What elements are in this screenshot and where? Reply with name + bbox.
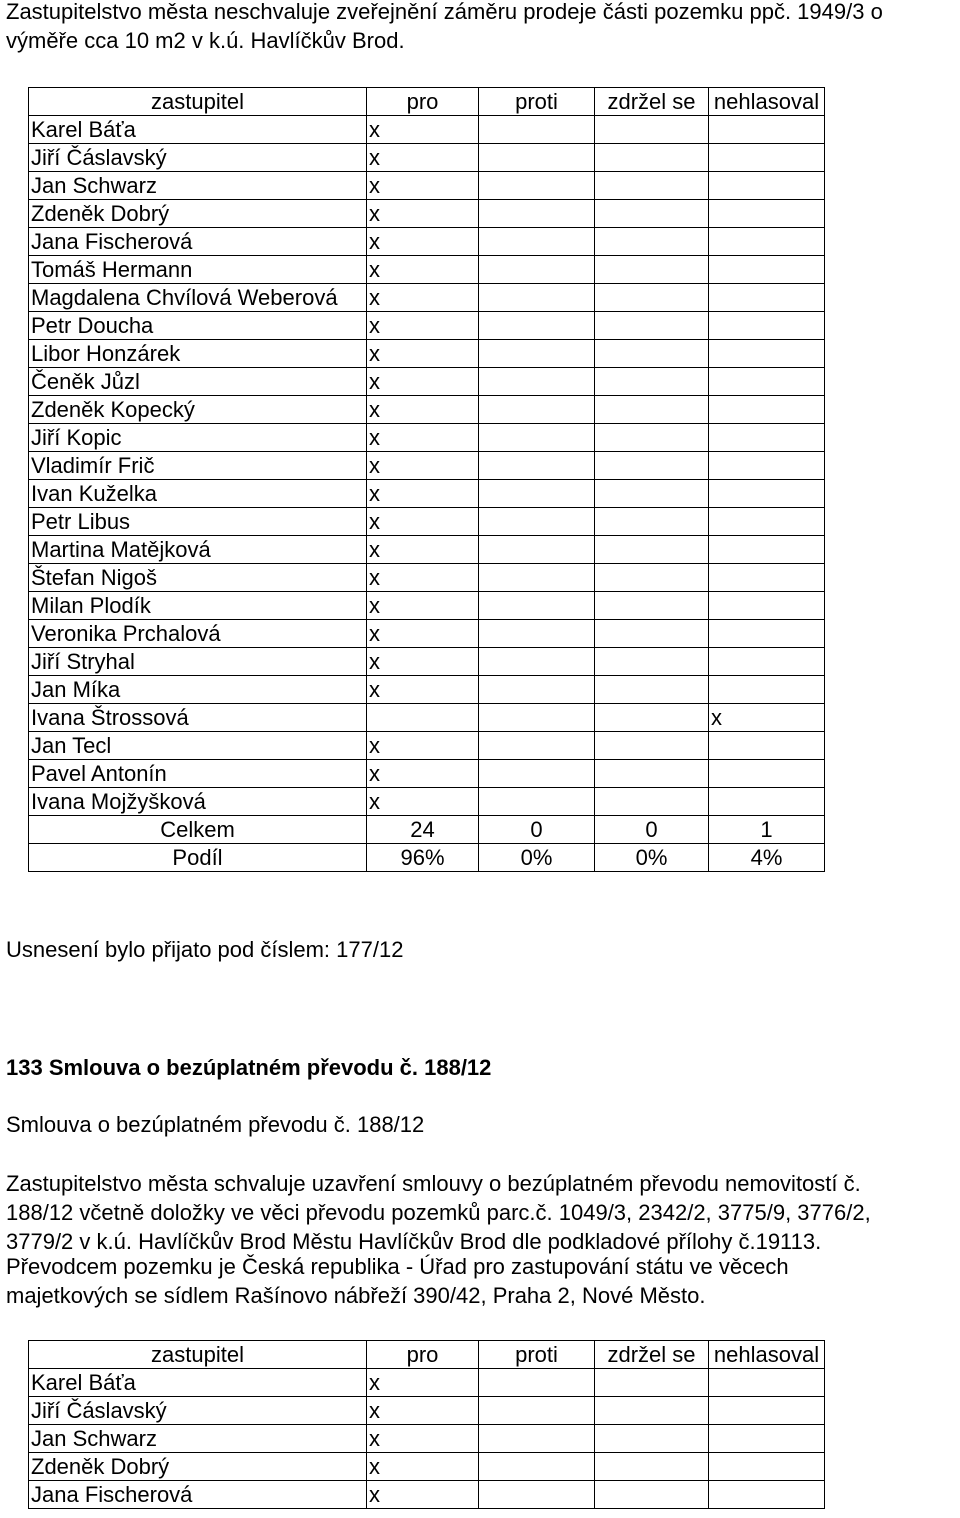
vote-proti-cell: [479, 1369, 595, 1397]
vote-zdrzel-cell: [595, 368, 709, 396]
share-pro-value: 96%: [367, 844, 479, 872]
vote-nehlasoval-cell: [709, 200, 825, 228]
vote-proti-cell: [479, 312, 595, 340]
vote-zdrzel-cell: [595, 116, 709, 144]
table-row: [29, 648, 825, 676]
vote-nehlasoval-cell: [709, 284, 825, 312]
vote-nehlasoval-cell: [709, 256, 825, 284]
vote-pro-cell: x: [367, 256, 479, 284]
column-header: pro: [367, 1341, 479, 1369]
vote-zdrzel-cell: [595, 732, 709, 760]
share-nehlasoval-value: 4%: [709, 844, 825, 872]
vote-pro-cell: x: [367, 452, 479, 480]
vote-nehlasoval-cell: [709, 144, 825, 172]
vote-nehlasoval-cell: [709, 424, 825, 452]
vote-proti-cell: [479, 368, 595, 396]
vote-zdrzel-cell: [595, 340, 709, 368]
share-proti-value: 0%: [479, 844, 595, 872]
councillor-name: Martina Matějková: [29, 536, 367, 564]
councillor-name: Karel Báťa: [29, 1369, 367, 1397]
column-header: zdržel se: [595, 1341, 709, 1369]
table-row: [29, 116, 825, 144]
vote-proti-cell: [479, 1481, 595, 1509]
vote-proti-cell: [479, 452, 595, 480]
vote-pro-cell: x: [367, 1453, 479, 1481]
share-row: [29, 844, 825, 872]
vote-pro-cell: x: [367, 760, 479, 788]
councillor-name: Ivan Kuželka: [29, 480, 367, 508]
body-line-1: Zastupitelstvo města schvaluje uzavření smlouvy o bezúplatném převodu nemovitostí č.: [6, 1171, 861, 1196]
vote-proti-cell: [479, 508, 595, 536]
councillor-name: Milan Plodík: [29, 592, 367, 620]
vote-nehlasoval-cell: [709, 760, 825, 788]
intro-line-2: výměře cca 10 m2 v k.ú. Havlíčkův Brod.: [6, 28, 405, 53]
councillor-name: Petr Doucha: [29, 312, 367, 340]
vote-nehlasoval-cell: [709, 620, 825, 648]
vote-zdrzel-cell: [595, 620, 709, 648]
vote-nehlasoval-cell: [709, 1397, 825, 1425]
vote-zdrzel-cell: [595, 1425, 709, 1453]
councillor-name: Jiří Stryhal: [29, 648, 367, 676]
vote-proti-cell: [479, 564, 595, 592]
vote-nehlasoval-cell: [709, 648, 825, 676]
vote-nehlasoval-cell: [709, 536, 825, 564]
vote-proti-cell: [479, 536, 595, 564]
vote-pro-cell: x: [367, 144, 479, 172]
councillor-name: Ivana Štrossová: [29, 704, 367, 732]
councillor-name: Ivana Mojžyšková: [29, 788, 367, 816]
totals-row: [29, 816, 825, 844]
column-header: zastupitel: [29, 1341, 367, 1369]
vote-pro-cell: x: [367, 200, 479, 228]
header-row: [29, 88, 825, 116]
column-header: pro: [367, 88, 479, 116]
table-row: [29, 368, 825, 396]
councillor-name: Tomáš Hermann: [29, 256, 367, 284]
vote-zdrzel-cell: [595, 144, 709, 172]
vote-nehlasoval-cell: [709, 1481, 825, 1509]
table-row: [29, 704, 825, 732]
table-row: [29, 536, 825, 564]
vote-pro-cell: x: [367, 424, 479, 452]
councillor-name: Pavel Antonín: [29, 760, 367, 788]
vote-pro-cell: x: [367, 536, 479, 564]
vote-nehlasoval-cell: [709, 172, 825, 200]
vote-pro-cell: x: [367, 620, 479, 648]
body-line-3: 3779/2 v k.ú. Havlíčkův Brod Městu Havlíčkův Brod dle podkladové přílohy č.19113.: [6, 1229, 822, 1254]
vote-proti-cell: [479, 116, 595, 144]
column-header: zastupitel: [29, 88, 367, 116]
vote-nehlasoval-cell: [709, 676, 825, 704]
vote-zdrzel-cell: [595, 592, 709, 620]
councillor-name: Jan Schwarz: [29, 172, 367, 200]
table-row: [29, 564, 825, 592]
vote-nehlasoval-cell: [709, 116, 825, 144]
councillor-name: Petr Libus: [29, 508, 367, 536]
councillor-name: Jiří Čáslavský: [29, 144, 367, 172]
vote-pro-cell: x: [367, 284, 479, 312]
table-row: [29, 312, 825, 340]
vote-proti-cell: [479, 732, 595, 760]
vote-proti-cell: [479, 760, 595, 788]
vote-pro-cell: x: [367, 396, 479, 424]
councillor-name: Zdeněk Dobrý: [29, 1453, 367, 1481]
column-header: zdržel se: [595, 88, 709, 116]
vote-nehlasoval-cell: [709, 1453, 825, 1481]
vote-proti-cell: [479, 480, 595, 508]
vote-pro-cell: x: [367, 340, 479, 368]
vote-pro-cell: x: [367, 116, 479, 144]
vote-pro-cell: x: [367, 368, 479, 396]
vote-zdrzel-cell: [595, 760, 709, 788]
councillor-name: Jan Tecl: [29, 732, 367, 760]
vote-pro-cell: x: [367, 312, 479, 340]
vote-zdrzel-cell: [595, 284, 709, 312]
vote-zdrzel-cell: [595, 256, 709, 284]
table-row: [29, 1453, 825, 1481]
vote-nehlasoval-cell: [709, 1425, 825, 1453]
vote-pro-cell: x: [367, 732, 479, 760]
councillor-name: Libor Honzárek: [29, 340, 367, 368]
councillor-name: Veronika Prchalová: [29, 620, 367, 648]
totals-proti-value: 0: [479, 816, 595, 844]
vote-pro-cell: x: [367, 1369, 479, 1397]
section-heading: 133 Smlouva o bezúplatném převodu č. 188/12: [6, 1055, 492, 1080]
vote-zdrzel-cell: [595, 564, 709, 592]
councillor-name: Jan Míka: [29, 676, 367, 704]
vote-zdrzel-cell: [595, 228, 709, 256]
councillor-name: Magdalena Chvílová Weberová: [29, 284, 367, 312]
vote-pro-cell: x: [367, 564, 479, 592]
vote-pro-cell: x: [367, 648, 479, 676]
vote-zdrzel-cell: [595, 480, 709, 508]
vote-zdrzel-cell: [595, 648, 709, 676]
share-zdrzel-value: 0%: [595, 844, 709, 872]
vote-proti-cell: [479, 228, 595, 256]
vote-zdrzel-cell: [595, 676, 709, 704]
table-row: [29, 144, 825, 172]
councillor-name: Karel Báťa: [29, 116, 367, 144]
councillor-name: Štefan Nigoš: [29, 564, 367, 592]
vote-proti-cell: [479, 648, 595, 676]
vote-proti-cell: [479, 704, 595, 732]
vote-proti-cell: [479, 592, 595, 620]
table-row: [29, 172, 825, 200]
vote-proti-cell: [479, 1397, 595, 1425]
body-line-5: majetkových se sídlem Rašínovo nábřeží 390/42, Praha 2, Nové Město.: [6, 1283, 706, 1308]
table-row: [29, 284, 825, 312]
section-subtitle: Smlouva o bezúplatném převodu č. 188/12: [6, 1112, 425, 1137]
vote-table-1: [28, 87, 825, 872]
vote-zdrzel-cell: [595, 508, 709, 536]
vote-zdrzel-cell: [595, 704, 709, 732]
table-row: [29, 1369, 825, 1397]
vote-pro-cell: [367, 704, 479, 732]
vote-nehlasoval-cell: [709, 228, 825, 256]
table-row: [29, 256, 825, 284]
column-header: proti: [479, 1341, 595, 1369]
vote-proti-cell: [479, 1425, 595, 1453]
intro-line-1: Zastupitelstvo města neschvaluje zveřejnění záměru prodeje části pozemku ppč. 1949/3 o: [6, 0, 883, 24]
totals-zdrzel-value: 0: [595, 816, 709, 844]
vote-proti-cell: [479, 788, 595, 816]
table-row: [29, 760, 825, 788]
vote-zdrzel-cell: [595, 396, 709, 424]
vote-nehlasoval-cell: [709, 1369, 825, 1397]
vote-nehlasoval-cell: x: [709, 704, 825, 732]
councillor-name: Vladimír Frič: [29, 452, 367, 480]
vote-nehlasoval-cell: [709, 340, 825, 368]
share-label: Podíl: [29, 844, 367, 872]
table-row: [29, 396, 825, 424]
vote-zdrzel-cell: [595, 1453, 709, 1481]
councillor-name: Zdeněk Kopecký: [29, 396, 367, 424]
councillor-name: Jan Schwarz: [29, 1425, 367, 1453]
vote-zdrzel-cell: [595, 536, 709, 564]
vote-pro-cell: x: [367, 676, 479, 704]
vote-proti-cell: [479, 284, 595, 312]
councillor-name: Jiří Čáslavský: [29, 1397, 367, 1425]
vote-proti-cell: [479, 340, 595, 368]
vote-nehlasoval-cell: [709, 396, 825, 424]
totals-nehlasoval-value: 1: [709, 816, 825, 844]
table-row: [29, 452, 825, 480]
table-row: [29, 676, 825, 704]
vote-proti-cell: [479, 256, 595, 284]
totals-pro-value: 24: [367, 816, 479, 844]
table-row: [29, 228, 825, 256]
vote-nehlasoval-cell: [709, 480, 825, 508]
vote-zdrzel-cell: [595, 424, 709, 452]
table-row: [29, 1397, 825, 1425]
body-line-4: Převodcem pozemku je Česká republika - Úřad pro zastupování státu ve věcech: [6, 1254, 789, 1279]
vote-proti-cell: [479, 144, 595, 172]
totals-label: Celkem: [29, 816, 367, 844]
vote-table-2: [28, 1340, 825, 1509]
table-row: [29, 508, 825, 536]
vote-nehlasoval-cell: [709, 312, 825, 340]
table-row: [29, 1425, 825, 1453]
vote-proti-cell: [479, 172, 595, 200]
body-line-2: 188/12 včetně doložky ve věci převodu pozemků parc.č. 1049/3, 2342/2, 3775/9, 3776/2,: [6, 1200, 871, 1225]
vote-proti-cell: [479, 200, 595, 228]
vote-pro-cell: x: [367, 788, 479, 816]
vote-pro-cell: x: [367, 1481, 479, 1509]
councillor-name: Čeněk Jůzl: [29, 368, 367, 396]
vote-nehlasoval-cell: [709, 788, 825, 816]
vote-pro-cell: x: [367, 480, 479, 508]
vote-proti-cell: [479, 396, 595, 424]
councillor-name: Jana Fischerová: [29, 1481, 367, 1509]
column-header: nehlasoval: [709, 88, 825, 116]
table-row: [29, 732, 825, 760]
councillor-name: Jana Fischerová: [29, 228, 367, 256]
vote-nehlasoval-cell: [709, 508, 825, 536]
table-row: [29, 788, 825, 816]
vote-proti-cell: [479, 1453, 595, 1481]
vote-proti-cell: [479, 620, 595, 648]
table-row: [29, 1481, 825, 1509]
vote-zdrzel-cell: [595, 200, 709, 228]
vote-zdrzel-cell: [595, 788, 709, 816]
vote-zdrzel-cell: [595, 452, 709, 480]
column-header: nehlasoval: [709, 1341, 825, 1369]
vote-zdrzel-cell: [595, 1481, 709, 1509]
councillor-name: Jiří Kopic: [29, 424, 367, 452]
councillor-name: Zdeněk Dobrý: [29, 200, 367, 228]
vote-zdrzel-cell: [595, 1369, 709, 1397]
vote-nehlasoval-cell: [709, 592, 825, 620]
vote-zdrzel-cell: [595, 312, 709, 340]
table-row: [29, 340, 825, 368]
table-row: [29, 424, 825, 452]
table-row: [29, 620, 825, 648]
vote-pro-cell: x: [367, 1397, 479, 1425]
vote-pro-cell: x: [367, 1425, 479, 1453]
vote-zdrzel-cell: [595, 1397, 709, 1425]
table-row: [29, 592, 825, 620]
vote-zdrzel-cell: [595, 172, 709, 200]
vote-pro-cell: x: [367, 228, 479, 256]
vote-nehlasoval-cell: [709, 732, 825, 760]
resolution-text: Usnesení bylo přijato pod číslem: 177/12: [6, 937, 404, 962]
vote-pro-cell: x: [367, 508, 479, 536]
vote-pro-cell: x: [367, 592, 479, 620]
vote-proti-cell: [479, 424, 595, 452]
vote-nehlasoval-cell: [709, 564, 825, 592]
vote-nehlasoval-cell: [709, 368, 825, 396]
table-row: [29, 200, 825, 228]
column-header: proti: [479, 88, 595, 116]
table-row: [29, 480, 825, 508]
vote-proti-cell: [479, 676, 595, 704]
header-row: [29, 1341, 825, 1369]
vote-pro-cell: x: [367, 172, 479, 200]
vote-nehlasoval-cell: [709, 452, 825, 480]
